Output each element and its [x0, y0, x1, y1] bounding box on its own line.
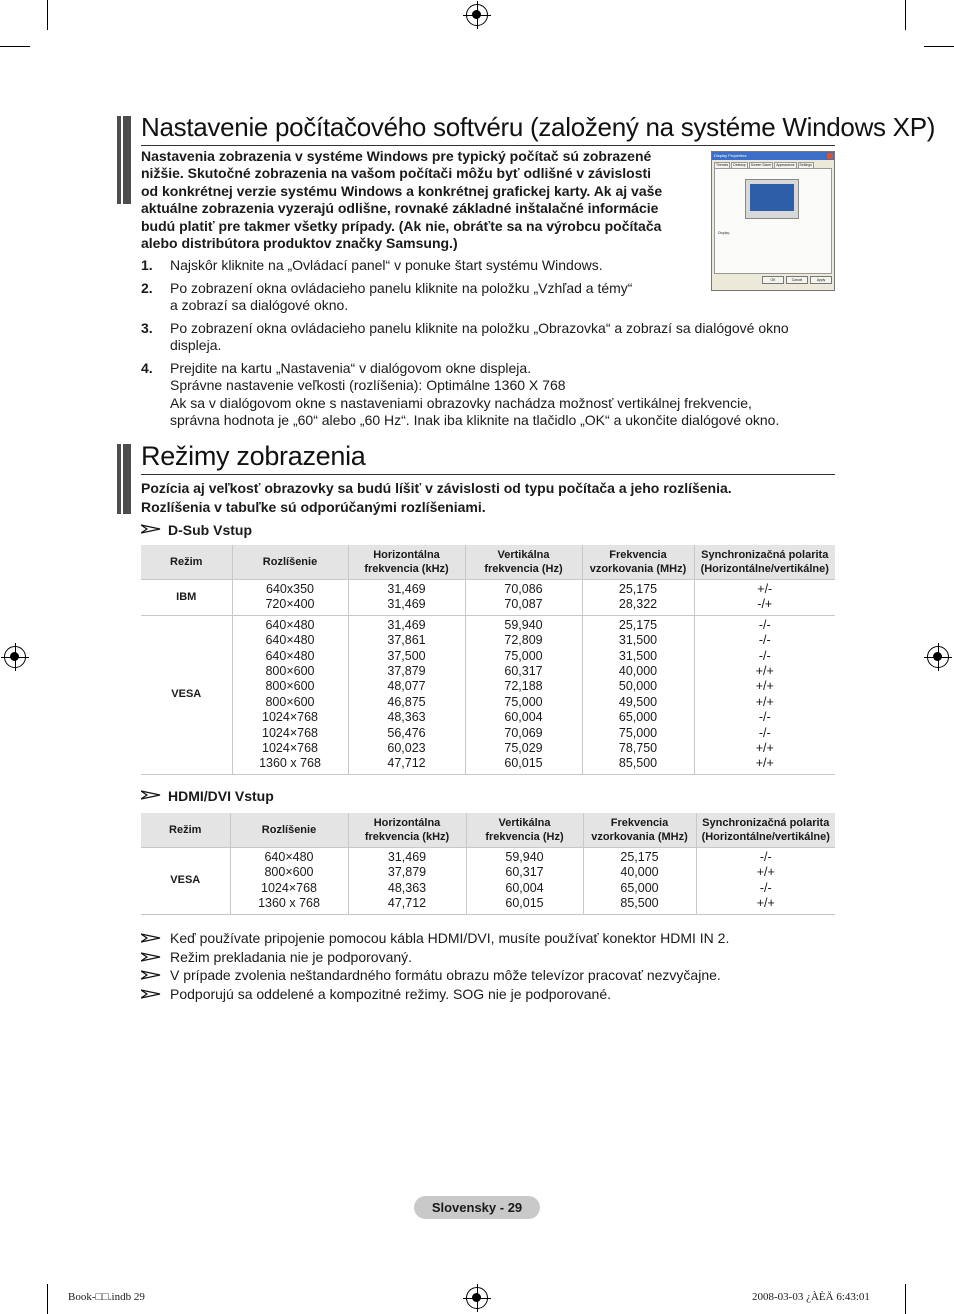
cell-line: 640×480 — [265, 633, 315, 648]
cell-line: -/- — [759, 880, 772, 895]
note-item — [141, 929, 835, 948]
cell-line: 31,500 — [618, 648, 658, 663]
cell-line: 56,476 — [387, 725, 426, 740]
step-number: 4. — [141, 359, 153, 376]
dialog-title: Display Properties — [714, 153, 747, 158]
dialog-titlebar — [712, 152, 834, 160]
header-text: Horizontálna — [373, 549, 440, 561]
cell-line: 800×600 — [265, 664, 315, 679]
cell-line: 31,469 — [387, 850, 427, 864]
cell-line: 72,188 — [504, 679, 543, 694]
cell-line: 31,469 — [387, 617, 426, 632]
table-header-cell — [583, 813, 696, 848]
note-item — [141, 985, 835, 1004]
table-header-cell — [466, 813, 583, 848]
cell-line: +/+ — [755, 679, 774, 694]
crop-mark — [47, 1284, 48, 1314]
table-header-row — [141, 813, 835, 848]
crop-mark — [47, 0, 48, 30]
dialog-display-label: Display: — [718, 231, 731, 235]
header-text: frekvencia (Hz) — [485, 831, 564, 843]
dsub-label: D-Sub Vstup — [168, 522, 252, 538]
dialog-button: OK — [762, 276, 784, 284]
step-text: Správne nastavenie veľkosti (rozlíšenia): Optimálne 1360 X 768 — [170, 377, 566, 393]
title-rule — [141, 474, 835, 475]
cell-line: +/- — [757, 582, 773, 596]
h-freq-cell — [348, 580, 465, 616]
cell-line: +/+ — [756, 865, 775, 880]
cell-line: 59,940 — [505, 850, 544, 864]
cell-line: 65,000 — [620, 880, 659, 895]
polarity-cell — [694, 580, 835, 616]
cell-line: 1024×768 — [262, 741, 318, 756]
resolution-cell — [232, 615, 348, 774]
cell-line: 50,000 — [618, 679, 658, 694]
dialog-button: Apply — [810, 276, 832, 284]
intro-line: nižšie. Skutočné zobrazenia na vašom počítači môžu byť odlišné v závislosti — [141, 165, 652, 182]
header-text: frekvencia (kHz) — [364, 563, 449, 575]
crop-mark — [905, 1284, 906, 1314]
arrow-icon — [141, 989, 161, 999]
cell-line: 75,029 — [504, 741, 543, 756]
arrow-icon — [141, 790, 161, 800]
table-header-cell — [465, 545, 582, 580]
cell-line: 70,086 — [504, 582, 543, 596]
header-text: Frekvencia — [610, 817, 669, 829]
pixel-clock-cell — [582, 615, 694, 774]
cell-line: 59,940 — [504, 617, 543, 632]
cell-line: -/- — [758, 617, 771, 632]
cell-line: 48,077 — [387, 679, 426, 694]
cell-line: 28,322 — [618, 597, 658, 612]
cell-line: 25,175 — [618, 582, 658, 596]
cell-line: 70,069 — [504, 725, 543, 740]
dialog-tab: Settings — [799, 163, 812, 167]
header-text: vzorkovania (MHz) — [591, 831, 688, 843]
step-text: a zobrazí sa dialógové okno. — [170, 297, 349, 313]
cell-line: -/+ — [757, 597, 773, 612]
dialog-tab: Themes — [716, 163, 729, 167]
section-marker — [117, 116, 131, 204]
intro-line: od konkrétnej verzie systému Windows a konkrétnej grafickej karty. Ak aj vaše — [141, 182, 663, 199]
cell-line: 60,015 — [504, 756, 543, 771]
cell-line: 31,469 — [387, 597, 426, 612]
table-row — [141, 580, 835, 616]
step-text: Po zobrazení okna ovládacieho panelu kliknite na položku „Vzhľad a témy“ — [170, 279, 633, 296]
step-number: 1. — [141, 257, 153, 273]
cell-line: 60,004 — [504, 710, 543, 725]
polarity-cell — [694, 615, 835, 774]
crop-mark — [924, 46, 954, 47]
cell-line: +/+ — [755, 741, 774, 756]
cell-line: 31,500 — [618, 633, 658, 648]
intro-line: aktuálne zobrazenia vyzerajú odlišne, rovnaké základné inštalačné informácie — [141, 200, 659, 217]
hdmi-heading — [141, 788, 274, 804]
header-text: Režim — [169, 824, 202, 836]
arrow-icon — [141, 970, 161, 980]
step-item — [141, 360, 835, 430]
table-header-cell — [582, 545, 694, 580]
step-number: 3. — [141, 319, 153, 336]
v-freq-cell — [465, 580, 582, 616]
cell-line: 800×600 — [265, 679, 315, 694]
intro-line: Pozícia aj veľkosť obrazovky sa budú líšiť v závislosti od typu počítača a jeho rozlíšenia. — [141, 480, 732, 496]
close-icon — [827, 153, 833, 159]
header-text: Frekvencia — [609, 549, 667, 561]
header-text: Rozlíšenie — [262, 556, 318, 568]
cell-line: 640×480 — [264, 850, 314, 864]
section2-intro — [141, 479, 835, 517]
note-text: Keď používate pripojenie pomocou kábla HDMI/DVI, musíte používať konektor HDMI IN 2. — [170, 930, 730, 946]
cell-line: 60,023 — [387, 741, 426, 756]
hdmi-table — [141, 813, 835, 915]
header-text: Horizontálna — [373, 817, 441, 829]
cell-line: 1024×768 — [261, 880, 317, 895]
cell-line: +/+ — [755, 694, 774, 709]
registration-mark-icon — [466, 4, 488, 26]
intro-line: alebo distribútora produktov značky Samsung.) — [141, 235, 458, 252]
pixel-clock-cell — [582, 580, 694, 616]
cell-line: -/- — [758, 648, 771, 663]
hdmi-label: HDMI/DVI Vstup — [168, 788, 274, 804]
monitor-icon — [745, 179, 799, 219]
mode-cell: VESA — [141, 848, 230, 915]
cell-line: 60,015 — [505, 896, 544, 911]
polarity-cell — [696, 848, 835, 915]
note-text: V prípade zvolenia neštandardného formátu obrazu môže televízor pracovať nezvyčajne. — [170, 967, 721, 983]
dialog-tab: Screen Saver — [750, 163, 772, 167]
header-text: (Horizontálne/vertikálne) — [700, 563, 829, 575]
note-item — [141, 966, 835, 985]
cell-line: 75,000 — [618, 725, 658, 740]
steps-list — [141, 257, 835, 435]
step-text: Ak sa v dialógovom okne s nastaveniami obrazovky nachádza možnosť vertikálnej frekvencie, — [170, 394, 752, 411]
step-text: displeja. — [170, 337, 222, 353]
h-freq-cell — [348, 615, 465, 774]
crop-mark — [0, 46, 30, 47]
table-row — [141, 848, 835, 915]
step-item — [141, 257, 835, 275]
header-text: (Horizontálne/vertikálne) — [701, 831, 830, 843]
cell-line: +/+ — [755, 756, 774, 771]
cell-line: 49,500 — [618, 694, 658, 709]
cell-line: 60,317 — [504, 664, 543, 679]
intro-line: budú platiť pre takmer všetky prípady. (Ak nie, obráťte sa na výrobcu počítača — [141, 217, 662, 234]
cell-line: 40,000 — [618, 664, 658, 679]
cell-line: 60,004 — [505, 880, 544, 895]
section-marker — [117, 444, 131, 514]
cell-line: 800×600 — [264, 865, 314, 880]
section2-title: Režimy zobrazenia — [141, 441, 366, 471]
cell-line: 78,750 — [618, 741, 658, 756]
cell-line: 70,087 — [504, 597, 543, 612]
arrow-icon — [141, 524, 161, 534]
cell-line: 65,000 — [618, 710, 658, 725]
cell-line: -/- — [759, 850, 772, 864]
step-text: správna hodnota je „60“ alebo „60 Hz“. Inak iba kliknite na tlačidlo „OK“ a ukončite dialógové okno. — [170, 412, 780, 428]
cell-line: -/- — [758, 725, 771, 740]
header-text: frekvencia (Hz) — [484, 563, 563, 575]
arrow-icon — [141, 952, 161, 962]
dialog-tab: Desktop — [733, 163, 746, 167]
table-header-cell — [694, 545, 835, 580]
dialog-button: Cancel — [786, 276, 808, 284]
cell-line: 40,000 — [620, 865, 659, 880]
table-header-cell — [348, 813, 466, 848]
cell-line: 1024×768 — [262, 725, 318, 740]
cell-line: 60,317 — [505, 865, 544, 880]
header-text: Vertikálna — [498, 817, 551, 829]
cell-line: 31,469 — [387, 582, 426, 596]
cell-line: 37,879 — [387, 865, 427, 880]
cell-line: +/+ — [755, 664, 774, 679]
pixel-clock-cell — [583, 848, 696, 915]
header-text: Synchronizačná polarita — [702, 817, 830, 829]
cell-line: -/- — [758, 710, 771, 725]
header-text: Rozlíšenie — [261, 824, 317, 836]
intro-line: Nastavenia zobrazenia v systéme Windows pre typický počítač sú zobrazené — [141, 148, 652, 164]
registration-mark-icon — [466, 1287, 488, 1309]
crop-mark — [905, 0, 906, 30]
dsub-table — [141, 545, 835, 775]
cell-line: 720×400 — [265, 597, 315, 612]
step-text: Prejdite na kartu „Nastavenia“ v dialógovom okne displeja. — [170, 359, 532, 376]
cell-line: 25,175 — [620, 850, 659, 864]
mode-cell: IBM — [141, 580, 232, 616]
title-rule — [141, 145, 835, 146]
mode-cell: VESA — [141, 615, 232, 774]
cell-line: 800×600 — [265, 694, 315, 709]
section1-intro — [141, 148, 701, 252]
table-header-cell — [230, 813, 348, 848]
step-item — [141, 320, 835, 355]
cell-line: 72,809 — [504, 633, 543, 648]
print-timestamp: 2008-03-03 ¿ÀÈÄ 6:43:01 — [752, 1291, 870, 1303]
cell-line: 640x350 — [266, 582, 314, 596]
step-text: Po zobrazení okna ovládacieho panelu kliknite na položku „Obrazovka“ a zobrazí sa dialógové okno — [170, 319, 789, 336]
table-header-cell — [141, 813, 230, 848]
note-text: Režim prekladania nie je podporovaný. — [170, 948, 413, 965]
v-freq-cell — [465, 615, 582, 774]
registration-mark-icon — [927, 646, 949, 668]
cell-line: 37,861 — [387, 633, 426, 648]
cell-line: 48,363 — [387, 880, 427, 895]
header-text: vzorkovania (MHz) — [589, 563, 687, 575]
cell-line: 75,000 — [504, 694, 543, 709]
dialog-tab: Appearance — [776, 163, 795, 167]
step-number: 2. — [141, 279, 153, 296]
dialog-tabs — [712, 160, 834, 168]
cell-line: 85,500 — [618, 756, 658, 771]
cell-line: +/+ — [756, 896, 775, 911]
file-info: Book-□□.indb 29 — [68, 1291, 145, 1303]
cell-line: 1360 x 768 — [259, 756, 321, 771]
note-text: Podporujú sa oddelené a kompozitné režimy. SOG nie je podporované. — [170, 985, 612, 1002]
cell-line: 25,175 — [618, 617, 658, 632]
table-header-cell — [232, 545, 348, 580]
cell-line: 47,712 — [387, 896, 427, 911]
cell-line: 1360 x 768 — [258, 896, 320, 911]
table-header-cell — [696, 813, 835, 848]
resolution-cell — [230, 848, 348, 915]
cell-line: 640×480 — [265, 648, 315, 663]
cell-line: 75,000 — [504, 648, 543, 663]
step-text: Najskôr kliknite na „Ovládací panel“ v ponuke štart systému Windows. — [170, 257, 603, 273]
cell-line: 48,363 — [387, 710, 426, 725]
cell-line: -/- — [758, 633, 771, 648]
cell-line: 37,500 — [387, 648, 426, 663]
table-header-cell — [141, 545, 232, 580]
header-text: Vertikálna — [497, 549, 550, 561]
notes-list — [141, 929, 835, 1003]
cell-line: 640×480 — [265, 617, 315, 632]
v-freq-cell — [466, 848, 583, 915]
header-text: frekvencia (kHz) — [364, 831, 450, 843]
cell-line: 85,500 — [620, 896, 659, 911]
arrow-icon — [141, 933, 161, 943]
cell-line: 47,712 — [387, 756, 426, 771]
registration-mark-icon — [4, 646, 26, 668]
intro-line: Rozlíšenia v tabuľke sú odporúčanými rozlíšeniami. — [141, 499, 486, 515]
table-header-row — [141, 545, 835, 580]
dsub-heading — [141, 522, 252, 538]
page-number-badge: Slovensky - 29 — [414, 1196, 540, 1219]
cell-line: 1024×768 — [262, 710, 318, 725]
header-text: Synchronizačná polarita — [701, 549, 829, 561]
table-header-cell — [348, 545, 465, 580]
cell-line: 46,875 — [387, 694, 426, 709]
resolution-cell — [232, 580, 348, 616]
h-freq-cell — [348, 848, 466, 915]
cell-line: 37,879 — [387, 664, 426, 679]
section1-title: Nastavenie počítačového softvéru (založený na systéme Windows XP) — [141, 112, 936, 142]
step-item — [141, 280, 835, 315]
header-text: Režim — [170, 556, 203, 568]
table-row — [141, 615, 835, 774]
note-item — [141, 948, 835, 967]
